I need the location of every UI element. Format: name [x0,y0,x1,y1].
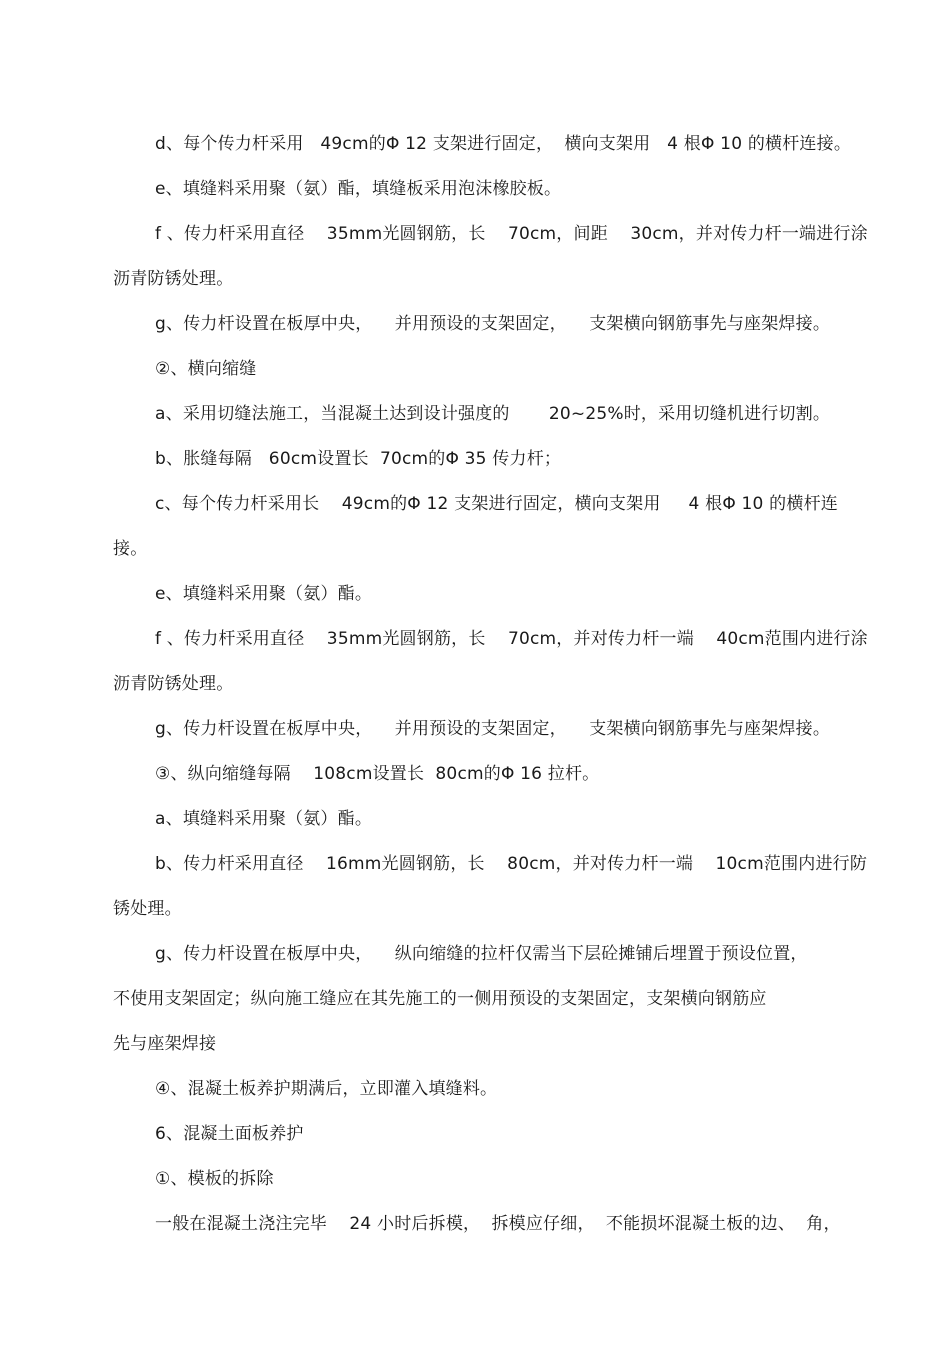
text-line-e-joint-filler-2: e、填缝料采用聚（氨）酯。 [155,584,373,604]
text-line-g-dowel-placement-2: g、传力杆设置在板厚中央， 并用预设的支架固定， 支架横向钢筋事先与座架焊接。 [155,719,831,739]
text-line-a-joint-filler-3: a、填缝料采用聚（氨）酯。 [155,809,373,829]
text-line-e-joint-filler: e、填缝料采用聚（氨）酯，填缝板采用泡沫橡胶板。 [155,179,562,199]
text-line-f-continuation: 沥青防锈处理。 [113,269,234,289]
text-line-c-dowel-bracket: c、每个传力杆采用长 49cm的Φ 12 支架进行固定，横向支架用 4 根Φ 10 的横杆连 [155,494,838,514]
text-line-a-saw-cut: a、采用切缝法施工，当混凝土达到设计强度的 20~25%时，采用切缝机进行切割。 [155,404,831,424]
text-line-f-dowel-diameter: f 、传力杆采用直径 35mm光圆钢筋，长 70cm，间距 30cm，并对传力杆一端进行涂 [155,224,868,244]
section-heading-formwork-removal: ①、模板的拆除 [155,1169,274,1189]
text-line-formwork-timing: 一般在混凝土浇注完毕 24 小时后拆模， 拆模应仔细， 不能损坏混凝土板的边、 角， [155,1214,841,1234]
text-line-b-continuation: 锈处理。 [113,899,182,919]
text-line-g-tie-bar: g、传力杆设置在板厚中央， 纵向缩缝的拉杆仅需当下层砼摊铺后埋置于预设位置， [155,944,808,964]
text-line-d-dowel-bracket: d、每个传力杆采用 49cm的Φ 12 支架进行固定， 横向支架用 4 根Φ 10 的横杆连接。 [155,134,852,154]
text-line-c-continuation: 接。 [113,539,148,559]
text-line-f-dowel-diameter-2: f 、传力杆采用直径 35mm光圆钢筋，长 70cm，并对传力杆一端 40cm范围内进行涂 [155,629,868,649]
text-line-g-dowel-placement: g、传力杆设置在板厚中央， 并用预设的支架固定， 支架横向钢筋事先与座架焊接。 [155,314,831,334]
text-line-f-continuation-2: 沥青防锈处理。 [113,674,234,694]
section-heading-transverse-joint: ②、横向缩缝 [155,359,257,379]
text-line-fill-after-curing: ④、混凝土板养护期满后，立即灌入填缝料。 [155,1079,498,1099]
text-line-b-dowel-diameter: b、传力杆采用直径 16mm光圆钢筋，长 80cm，并对传力杆一端 10cm范围内进行防 [155,854,868,874]
text-line-g-continuation-1: 不使用支架固定；纵向施工缝应在其先施工的一侧用预设的支架固定，支架横向钢筋应 [113,989,767,1009]
text-line-g-continuation-2: 先与座架焊接 [113,1034,217,1054]
section-heading-curing: 6、混凝土面板养护 [155,1124,304,1144]
section-heading-longitudinal-joint: ③、纵向缩缝每隔 108cm设置长 80cm的Φ 16 拉杆。 [155,764,600,784]
text-line-b-expansion-spacing: b、胀缝每隔 60cm设置长 70cm的Φ 35 传力杆； [155,449,562,469]
